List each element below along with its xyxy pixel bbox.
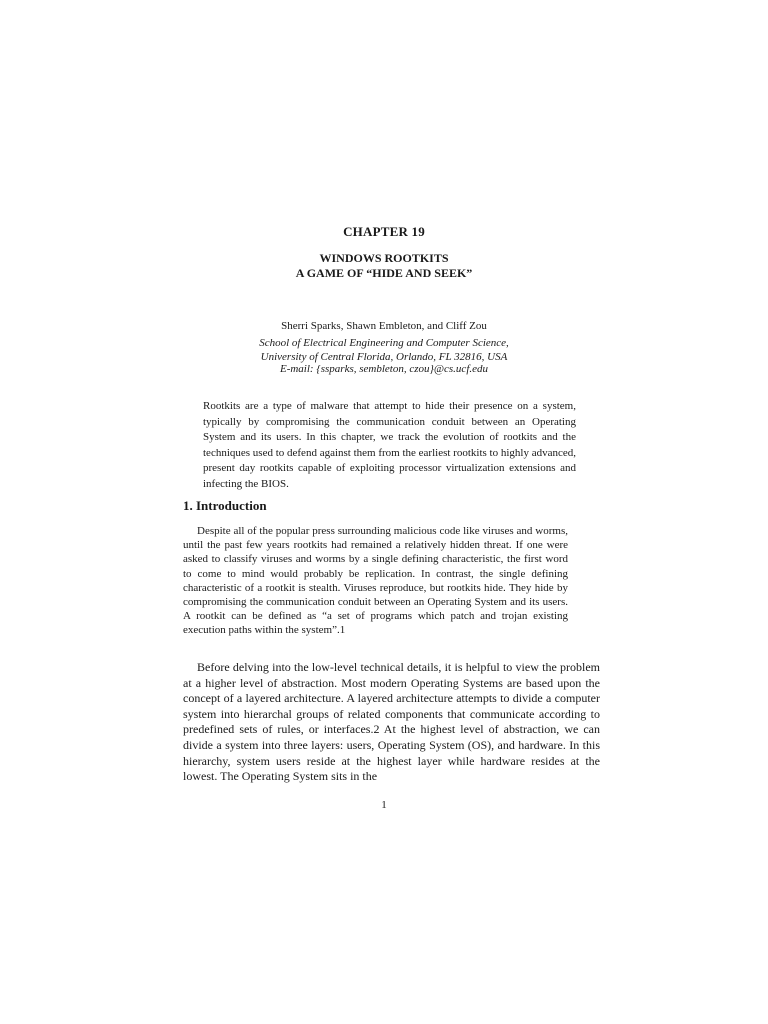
body-paragraph-2: Before delving into the low-level technical details, it is helpful to view the problem at a higher level of abstraction. Most modern Operating Systems are based upon the concept of a layered architecture. A layered architecture attempts to divide a computer system into hierarchal groups of related components that communicate according to predefined sets of rules, or interfaces.2 At the highest level of abstraction, we can divide a system into three layers: users, Operating System (OS), and hardware. In this hierarchy, system users reside at the highest layer while hardware resides at the lowest. The Operating System sits in the <box>183 660 600 784</box>
page-number: 1 <box>381 799 387 811</box>
chapter-title-line-1: WINDOWS ROOTKITS <box>319 251 449 265</box>
abstract-text: Rootkits are a type of malware that attempt to hide their presence on a system, typically by compromising the communication conduit between an Operating System and its users. In this chapter, we track the evolution of rootkits and the techniques used to defend against them from the earliest rootkits to highly advanced, present day rootkits capable of exploiting processor virtualization extensions and infecting the BIOS. <box>203 400 576 490</box>
affiliation-line-1: School of Electrical Engineering and Computer Science, <box>259 337 509 349</box>
body-paragraph-1: Despite all of the popular press surrounding malicious code like viruses and worms, until the past few years rootkits had remained a relatively hidden threat. If one were asked to classify viruses and worms by a single defining characteristic, the first word to come to mind would probably be replication. In contrast, the single defining characteristic of a rootkit is stealth. Viruses reproduce, but rootkits hide. They hide by compromising the communication conduit between an Operating System and its users. A rootkit can be defined as “a set of programs which patch and trojan existing execution paths within the system”.1 <box>183 525 568 637</box>
chapter-title-line-2: A GAME OF “HIDE AND SEEK” <box>295 266 473 280</box>
author-names: Sherri Sparks, Shawn Embleton, and Cliff Zou <box>281 320 487 332</box>
affiliation-line-2: University of Central Florida, Orlando, FL 32816, USA <box>260 351 508 363</box>
chapter-label: CHAPTER 19 <box>343 224 425 239</box>
author-email: E-mail: {ssparks, sembleton, czou}@cs.ucf.edu <box>279 363 489 375</box>
section-heading: 1. Introduction <box>183 498 267 513</box>
